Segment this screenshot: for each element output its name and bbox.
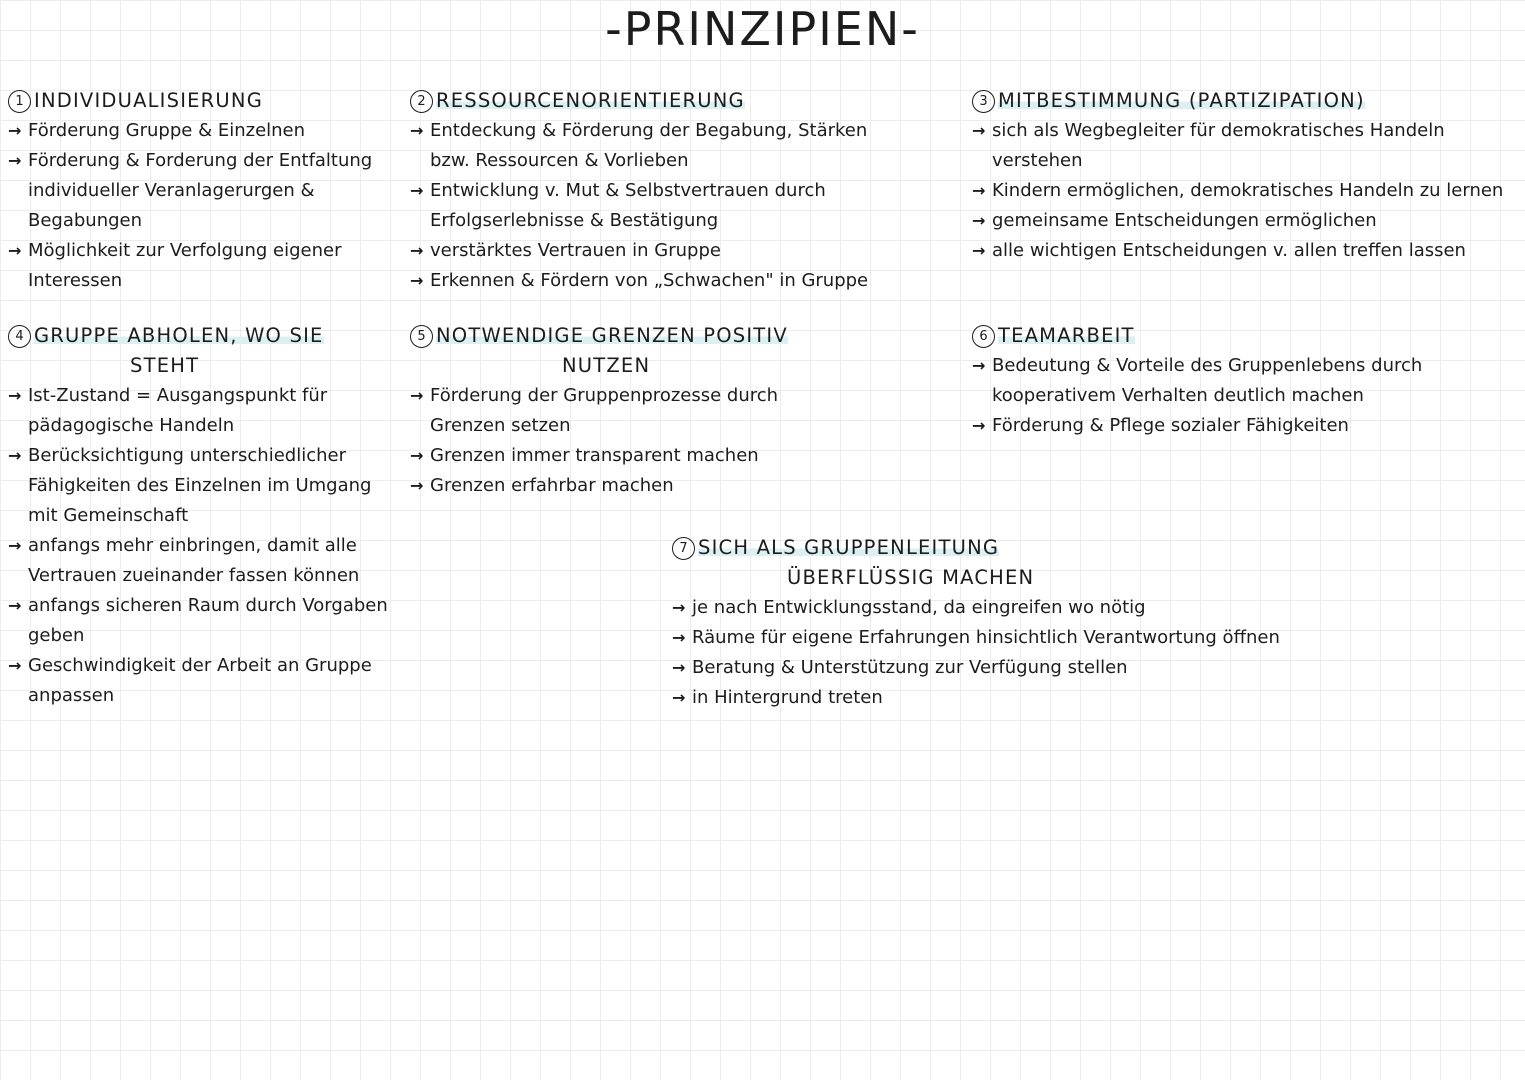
list-item: → Grenzen erfahrbar machen [410, 471, 810, 501]
list-item: → Bedeutung & Vorteile des Gruppenlebens durch kooperativem Verhalten deutlich machen [972, 351, 1472, 411]
list-item: → Förderung & Forderung der Entfaltung individueller Veranlagerurgen & Begabungen [8, 146, 378, 236]
section-title: SICH ALS GRUPPENLEITUNG [698, 536, 1000, 559]
section-heading [972, 86, 1517, 116]
section-heading [672, 533, 1312, 563]
list-item: → anfangs mehr einbringen, damit alle Vertrauen zueinander fassen können [8, 531, 403, 591]
list-item: → Förderung der Gruppenprozesse durch Grenzen setzen [410, 381, 810, 441]
list-item: → alle wichtigen Entscheidungen v. allen treffen lassen [972, 236, 1517, 266]
section-mitbestimmung [972, 86, 1517, 266]
section-number: 1 [8, 90, 31, 113]
list-item: → Ist-Zustand = Ausgangspunkt für pädagogische Handeln [8, 381, 403, 441]
section-number: 4 [8, 325, 31, 348]
section-title: RESSOURCENORIENTIERUNG [436, 89, 745, 112]
bullet-list [8, 381, 403, 711]
section-teamarbeit [972, 321, 1472, 441]
list-item: → verstärktes Vertrauen in Gruppe [410, 236, 900, 266]
list-item: → Entwicklung v. Mut & Selbstvertrauen durch Erfolgserlebnisse & Bestätigung [410, 176, 900, 236]
bullet-list [672, 593, 1312, 713]
section-gruppenleitung [672, 533, 1312, 713]
section-title: GRUPPE ABHOLEN, WO SIE [34, 324, 324, 347]
bullet-list [410, 116, 900, 296]
section-number: 2 [410, 90, 433, 113]
section-gruppe-abholen [8, 321, 403, 711]
section-number: 3 [972, 90, 995, 113]
section-title-line2: STEHT [130, 354, 200, 377]
list-item: → Förderung Gruppe & Einzelnen [8, 116, 378, 146]
section-heading [410, 86, 900, 116]
section-title-line2: NUTZEN [562, 354, 651, 377]
list-item: → sich als Wegbegleiter für demokratisches Handeln verstehen [972, 116, 1517, 176]
list-item: → gemeinsame Entscheidungen ermöglichen [972, 206, 1517, 236]
list-item: → Kindern ermöglichen, demokratisches Handeln zu lernen [972, 176, 1517, 206]
list-item: → Förderung & Pflege sozialer Fähigkeiten [972, 411, 1472, 441]
section-notwendige-grenzen [410, 321, 810, 501]
bullet-list [972, 116, 1517, 266]
list-item: → je nach Entwicklungsstand, da eingreifen wo nötig [672, 593, 1312, 623]
section-number: 7 [672, 537, 695, 560]
bullet-list [972, 351, 1472, 441]
bullet-list [8, 116, 378, 296]
section-title-line2: ÜBERFLÜSSIG MACHEN [787, 566, 1035, 589]
section-individualisierung [8, 86, 378, 296]
section-title: MITBESTIMMUNG (PARTIZIPATION) [998, 89, 1365, 112]
section-number: 5 [410, 325, 433, 348]
list-item: → Grenzen immer transparent machen [410, 441, 810, 471]
list-item: → in Hintergrund treten [672, 683, 1312, 713]
list-item: → Räume für eigene Erfahrungen hinsichtlich Verantwortung öffnen [672, 623, 1312, 653]
section-heading [8, 86, 378, 116]
list-item: → Geschwindigkeit der Arbeit an Gruppe anpassen [8, 651, 403, 711]
page-title: -PRINZIPIEN- [605, 2, 920, 56]
list-item: → Möglichkeit zur Verfolgung eigener Interessen [8, 236, 378, 296]
list-item: → anfangs sicheren Raum durch Vorgaben geben [8, 591, 403, 651]
section-title: INDIVIDUALISIERUNG [34, 89, 264, 112]
section-heading [8, 321, 403, 351]
section-heading [410, 321, 810, 351]
list-item: → Berücksichtigung unterschiedlicher Fähigkeiten des Einzelnen im Umgang mit Gemeinschaft [8, 441, 403, 531]
section-number: 6 [972, 325, 995, 348]
section-title: NOTWENDIGE GRENZEN POSITIV [436, 324, 788, 347]
section-ressourcenorientierung [410, 86, 900, 296]
section-heading [972, 321, 1472, 351]
list-item: → Erkennen & Fördern von „Schwachen" in Gruppe [410, 266, 900, 296]
list-item: → Entdeckung & Förderung der Begabung, Stärken bzw. Ressourcen & Vorlieben [410, 116, 900, 176]
bullet-list [410, 381, 810, 501]
section-title: TEAMARBEIT [998, 324, 1135, 347]
list-item: → Beratung & Unterstützung zur Verfügung stellen [672, 653, 1312, 683]
